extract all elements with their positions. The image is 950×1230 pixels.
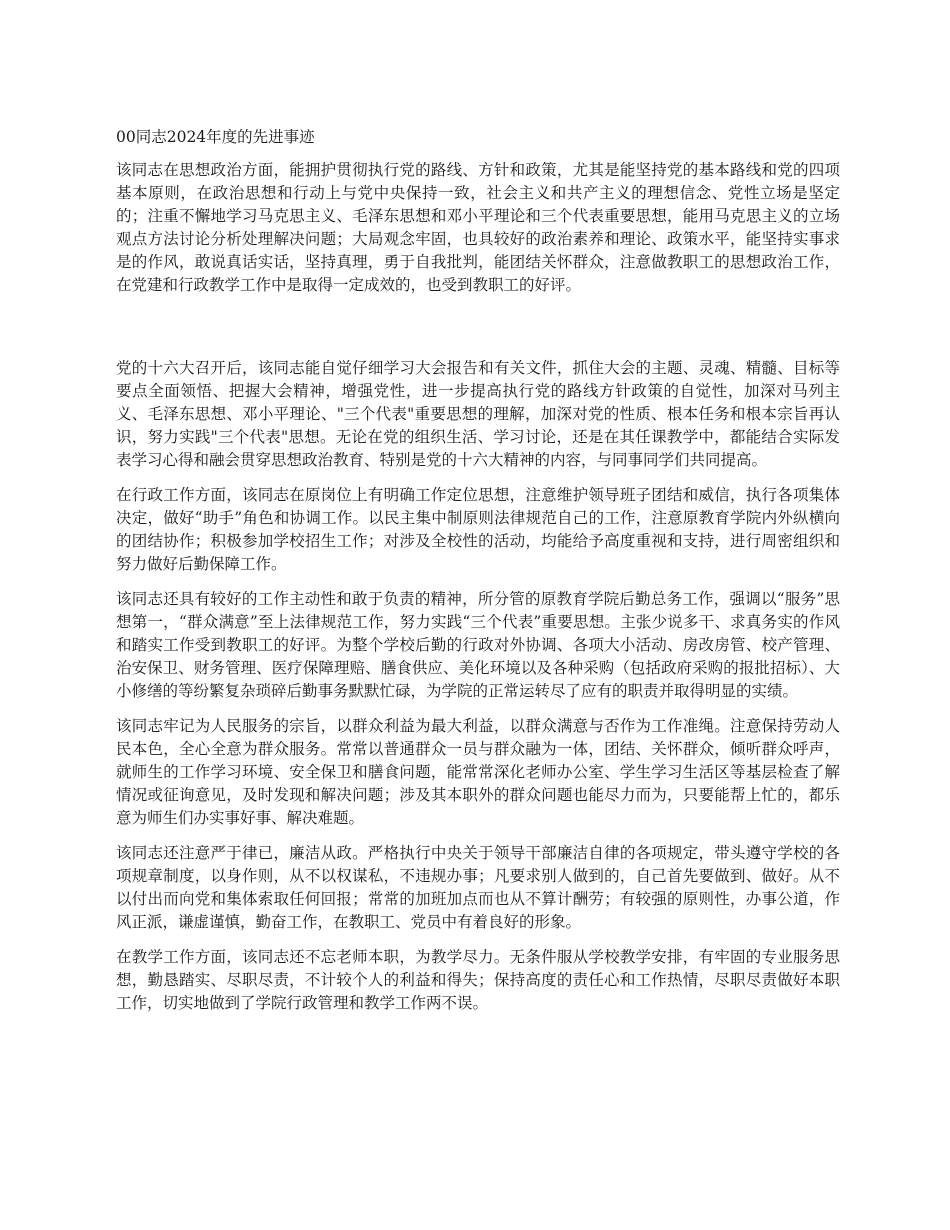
document-page: [116, 126, 840, 1027]
paragraph-sixteenth-congress-study: 党的十六大召开后，该同志能自觉仔细学习大会报告和有关文件，抓住大会的主题、灵魂、精髓、目标等要点全面领悟、把握大会精神，增强党性，进一步提高执行党的路线方针政策的自觉性，加深对马列主义、毛泽东思想、邓小平理论、"三个代表"重要思想的理解，加深对党的性质、根本任务和根本宗旨再认识，努力实践"三个代表"思想。无论在党的组织生活、学习讨论，还是在其任课教学中，都能结合实际发表学习心得和融会贯穿思想政治教育、特别是党的十六大精神的内容，与同事同学们共同提高。: [116, 359, 840, 469]
paragraph-logistics-service: 该同志还具有较好的工作主动性和敢于负责的精神，所分管的原教育学院后勤总务工作，强调以“服务”思想第一，“群众满意”至上法律规范工作，努力实践“三个代表”重要思想。主张少说多干、求真务实的作风和踏实工作受到教职工的好评。为整个学校后勤的行政对外协调、各项大小活动、房改房管、校产管理、治安保卫、财务管理、医疗保障理赔、膳食供应、美化环境以及各种采购（包括政府采购的报批招标）、大小修缮的等纷繁复杂琐碎后勤事务默默忙碌，为学院的正常运转尽了应有的职责并取得明显的实绩。: [116, 590, 840, 700]
paragraph-self-discipline: 该同志还注意严于律已，廉洁从政。严格执行中央关于领导干部廉洁自律的各项规定，带头遵守学校的各项规章制度，以身作则，从不以权谋私，不违规办事；凡要求别人做到的，自己首先要做到、做好。从不以付出而向党和集体索取任何回报；常常的加班加点而也从不算计酬劳；有较强的原则性，办事公道，作风正派，谦虚谨慎，勤奋工作，在教职工、党员中有着良好的形象。: [116, 844, 840, 931]
paragraph-political-thought: 该同志在思想政治方面，能拥护贯彻执行党的路线、方针和政策，尤其是能坚持党的基本路线和党的四项基本原则，在政治思想和行动上与党中央保持一致，社会主义和共产主义的理想信念、党性立场是坚定的；注重不懈地学习马克思主义、毛泽东思想和邓小平理论和三个代表重要思想，能用马克思主义的立场观点方法讨论分析处理解决问题；大局观念牢固，也具较好的政治素养和理论、政策水平，能坚持实事求是的作风，敢说真话实话，坚持真理，勇于自我批判，能团结关怀群众，注意做教职工的思想政治工作，在党建和行政教学工作中是取得一定成效的，也受到教职工的好评。: [116, 161, 840, 294]
paragraph-serving-people: 该同志牢记为人民服务的宗旨，以群众利益为最大利益，以群众满意与否作为工作准绳。注意保持劳动人民本色，全心全意为群众服务。常常以普通群众一员与群众融为一体，团结、关怀群众，倾听群众呼声，就师生的工作学习环境、安全保卫和膳食问题，能常常深化老师办公室、学生学习生活区等基层检查了解情况或征询意见，及时发现和解决问题；涉及其本职外的群众问题也能尽力而为，只要能帮上忙的，都乐意为师生们办实事好事、解决难题。: [116, 717, 840, 827]
paragraph-teaching-work: 在教学工作方面，该同志还不忘老师本职，为教学尽力。无条件服从学校教学安排，有牢固的专业服务思想，勤恳踏实、尽职尽责，不计较个人的利益和得失；保持高度的责任心和工作热情，尽职尽责做好本职工作，切实地做到了学院行政管理和教学工作两不误。: [116, 948, 840, 1012]
paragraph-administrative-work: 在行政工作方面，该同志在原岗位上有明确工作定位思想，注意维护领导班子团结和威信，执行各项集体决定，做好“助手”角色和协调工作。以民主集中制原则法律规范自己的工作，注意原教育学院内外纵横向的团结协作；积极参加学校招生工作；对涉及全校性的活动，均能给予高度重视和支持，进行周密组织和努力做好后勤保障工作。: [116, 486, 840, 573]
document-title: 00同志2024年度的先进事迹: [116, 128, 315, 146]
